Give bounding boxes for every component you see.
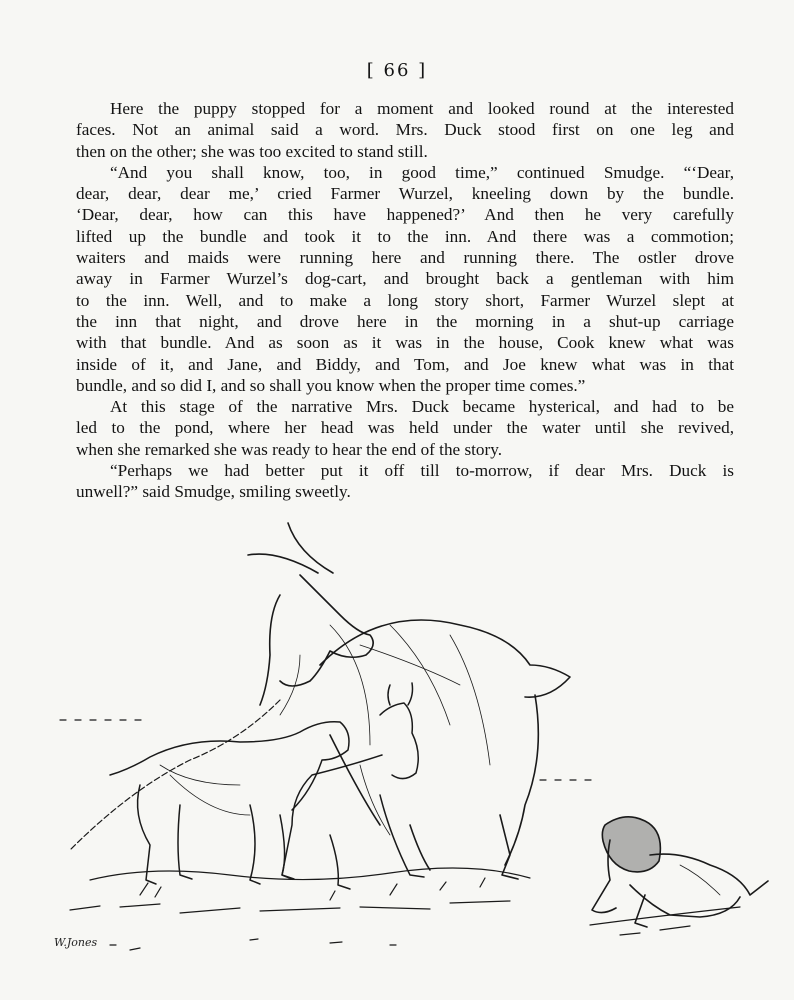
text-line: dear, dear, dear me,’ cried Farmer Wurzel, kneeling down by the bundle.	[76, 184, 734, 204]
paragraph	[76, 98, 734, 162]
text-line: waiters and maids were running here and running there. The ostler drove	[76, 248, 734, 268]
goat-kid-left	[110, 722, 349, 884]
text-line: when she remarked she was ready to hear the end of the story.	[76, 439, 503, 459]
body-text	[76, 98, 734, 503]
text-line: ‘Dear, dear, how can this have happened?’ And then he very carefully	[76, 205, 734, 225]
puppy	[592, 817, 768, 927]
text-line: “Perhaps we had better put it off till to-morrow, if dear Mrs. Duck is	[110, 461, 734, 481]
mother-goat	[70, 523, 570, 879]
text-line: inside of it, and Jane, and Biddy, and Tom, and Joe knew what was in that	[76, 354, 734, 374]
text-line: bundle, and so did I, and so shall you know when the proper time comes.”	[76, 375, 586, 395]
goat-and-puppy-illustration	[30, 515, 780, 965]
text-line: unwell?” said Smudge, smiling sweetly.	[76, 482, 351, 502]
text-line: away in Farmer Wurzel’s dog-cart, and brought back a gentleman with him	[76, 269, 734, 289]
paragraph	[76, 162, 734, 396]
text-line: led to the pond, where her head was held under the water until she revived,	[76, 418, 734, 438]
text-line: “And you shall know, too, in good time,” continued Smudge. “‘Dear,	[110, 162, 734, 182]
text-line: lifted up the bundle and took it to the inn. And there was a commotion;	[76, 226, 734, 246]
text-line: faces. Not an animal said a word. Mrs. Duck stood first on one leg and	[76, 120, 734, 140]
paragraph	[76, 396, 734, 460]
text-line: the inn that night, and drove here in the morning in a shut-up carriage	[76, 311, 734, 331]
paragraph	[76, 460, 734, 503]
text-line: then on the other; she was too excited to stand still.	[76, 141, 428, 161]
text-line: Here the puppy stopped for a moment and looked round at the interested	[110, 99, 734, 118]
text-line: with that bundle. And as soon as it was in the house, Cook knew what was	[76, 333, 734, 353]
text-line: to the inn. Well, and to make a long story short, Farmer Wurzel slept at	[76, 290, 734, 310]
artist-signature: W.Jones	[54, 936, 98, 949]
page-number: [ 66 ]	[366, 60, 428, 81]
text-line: At this stage of the narrative Mrs. Duck became hysterical, and had to be	[110, 397, 734, 417]
goat-kid-front	[282, 683, 424, 889]
